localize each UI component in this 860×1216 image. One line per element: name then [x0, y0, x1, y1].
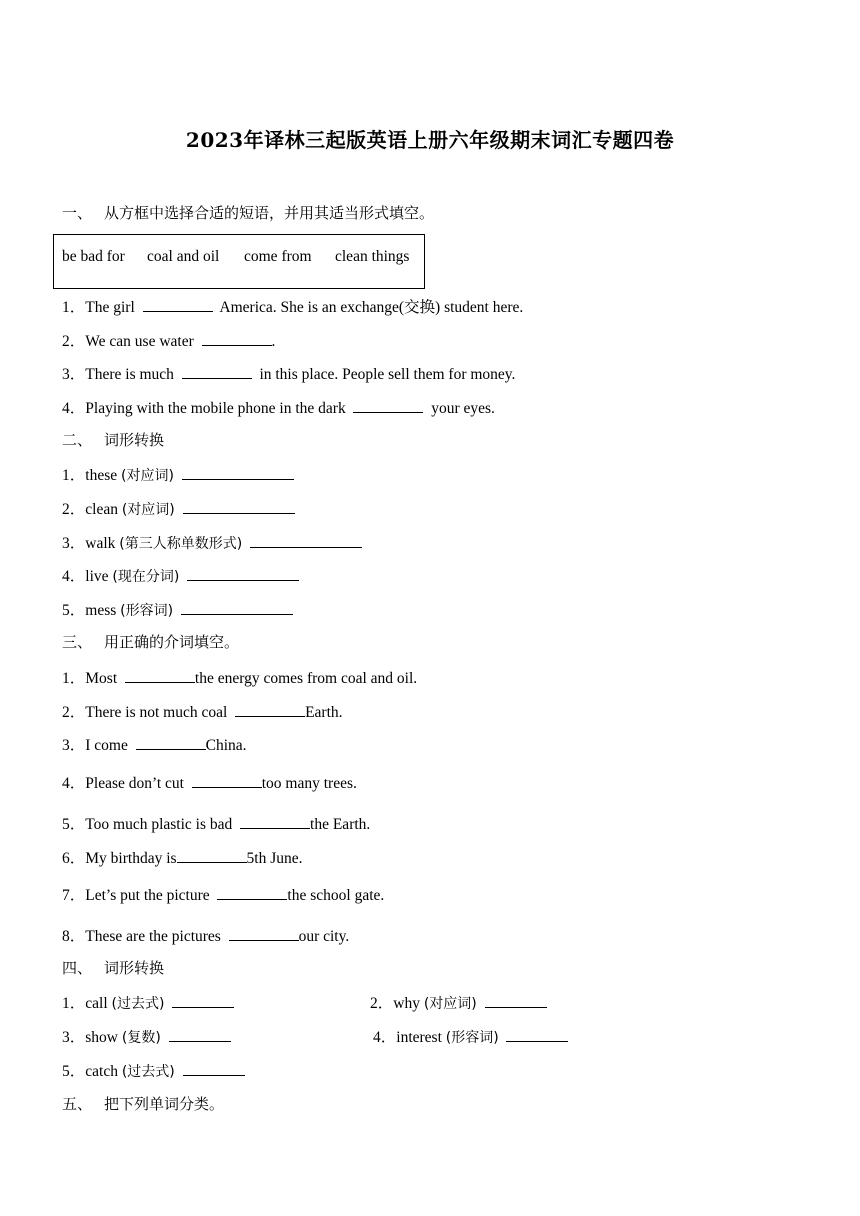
question-item — [62, 396, 495, 418]
answer-blank[interactable] — [235, 702, 305, 717]
section-heading-5 — [62, 1093, 224, 1114]
word: walk — [85, 535, 116, 552]
question-text: Most — [85, 670, 118, 687]
answer-blank[interactable] — [192, 773, 262, 788]
question-number: 2． — [370, 995, 394, 1012]
question-text: There is much — [85, 366, 174, 383]
question-number: 5． — [62, 602, 86, 619]
word: live — [85, 568, 109, 585]
question-item — [62, 1025, 231, 1047]
question-text: My birthday is — [85, 850, 177, 867]
question-text: Please don’t cut — [85, 775, 184, 792]
word-hint: (现在分词) — [112, 569, 180, 585]
section-heading-2 — [62, 429, 164, 450]
answer-blank[interactable] — [172, 993, 234, 1008]
question-text: too many trees. — [261, 775, 357, 792]
question-text: China. — [205, 737, 247, 754]
question-text: We can use water — [85, 333, 194, 350]
phrase-option: clean things — [335, 248, 410, 265]
word-hint: (复数) — [121, 1030, 161, 1046]
question-number: 3． — [62, 535, 86, 552]
word-hint: (对应词) — [121, 502, 175, 518]
answer-blank[interactable] — [229, 926, 299, 941]
question-item — [62, 598, 293, 620]
answer-blank[interactable] — [183, 1061, 245, 1076]
page-title: 2023年译林三起版英语上册六年级期末词汇专题四卷 — [185, 128, 675, 152]
question-item — [62, 497, 295, 519]
question-item — [62, 531, 362, 553]
answer-blank[interactable] — [181, 600, 293, 615]
word: interest — [396, 1029, 442, 1046]
word: catch — [85, 1063, 118, 1080]
question-number: 4． — [62, 400, 86, 417]
question-item — [62, 771, 357, 793]
question-item — [373, 1025, 568, 1047]
question-item — [62, 362, 515, 384]
word-hint: (过去式) — [111, 996, 165, 1012]
question-number: 4． — [62, 775, 86, 792]
section-heading-3 — [62, 631, 239, 652]
question-text: These are the pictures — [85, 928, 221, 945]
section-instruction: 词形转换 — [104, 959, 165, 977]
question-text: Earth. — [305, 704, 343, 721]
section-instruction: 从方框中选择合适的短语，并用其适当形式填空。 — [104, 204, 435, 222]
question-text: Too much plastic is bad — [85, 816, 233, 833]
answer-blank[interactable] — [202, 331, 272, 346]
answer-blank[interactable] — [177, 848, 247, 863]
word: mess — [85, 602, 117, 619]
question-number: 8． — [62, 928, 86, 945]
word: why — [393, 995, 420, 1012]
question-text: your eyes. — [431, 400, 495, 417]
answer-blank[interactable] — [182, 364, 252, 379]
question-number: 3． — [62, 1029, 86, 1046]
question-number: 7． — [62, 887, 86, 904]
answer-blank[interactable] — [187, 566, 299, 581]
question-text: There is not much coal — [85, 704, 228, 721]
question-number: 6． — [62, 850, 86, 867]
question-text: I come — [85, 737, 128, 754]
question-text: in this place. People sell them for money. — [259, 366, 516, 383]
question-text: The girl — [85, 299, 135, 316]
word-hint: (第三人称单数形式) — [119, 536, 243, 552]
question-number: 1． — [62, 995, 86, 1012]
question-text: the school gate. — [287, 887, 385, 904]
answer-blank[interactable] — [143, 297, 213, 312]
question-number: 1． — [62, 299, 86, 316]
section-number: 四、 — [62, 959, 93, 977]
question-number: 3． — [62, 366, 86, 383]
question-text: Playing with the mobile phone in the dark — [85, 400, 346, 417]
question-item — [62, 991, 234, 1013]
question-item — [62, 846, 303, 868]
answer-blank[interactable] — [485, 993, 547, 1008]
section-instruction: 词形转换 — [104, 431, 165, 449]
section-number: 一、 — [62, 204, 93, 222]
word: call — [85, 995, 108, 1012]
section-heading-1 — [62, 202, 434, 223]
word: clean — [85, 501, 118, 518]
question-number: 4． — [373, 1029, 397, 1046]
question-item — [62, 564, 299, 586]
question-item — [62, 700, 343, 722]
word-hint: (过去式) — [121, 1064, 175, 1080]
question-number: 1． — [62, 467, 86, 484]
section-instruction: 用正确的介词填空。 — [104, 633, 240, 651]
question-item — [62, 666, 417, 688]
word-hint: (对应词) — [423, 996, 477, 1012]
answer-blank[interactable] — [240, 814, 310, 829]
word: show — [85, 1029, 118, 1046]
question-item — [62, 329, 275, 351]
question-text: our city. — [298, 928, 350, 945]
phrase-option: be bad for — [62, 248, 125, 265]
question-item — [62, 883, 384, 905]
question-item — [62, 812, 370, 834]
answer-blank[interactable] — [125, 668, 195, 683]
phrase-box — [53, 234, 425, 289]
word: these — [85, 467, 118, 484]
question-item — [62, 463, 294, 485]
question-text: the Earth. — [310, 816, 371, 833]
answer-blank[interactable] — [217, 885, 287, 900]
question-number: 2． — [62, 704, 86, 721]
answer-blank[interactable] — [169, 1027, 231, 1042]
section-number: 三、 — [62, 633, 93, 651]
question-number: 3． — [62, 737, 86, 754]
question-item — [62, 733, 247, 755]
question-text: 5th June. — [246, 850, 303, 867]
question-text: . — [271, 333, 276, 350]
question-text: the energy comes from coal and oil. — [194, 670, 418, 687]
section-instruction: 把下列单词分类。 — [104, 1095, 225, 1113]
word-hint: (形容词) — [120, 603, 174, 619]
question-number: 5． — [62, 816, 86, 833]
section-number: 二、 — [62, 431, 93, 449]
question-number: 5． — [62, 1063, 86, 1080]
answer-blank[interactable] — [183, 499, 295, 514]
question-text: America. She is an exchange(交换) student here. — [219, 299, 524, 316]
phrase-option: coal and oil — [147, 248, 220, 265]
question-item — [62, 1059, 245, 1081]
question-number: 2． — [62, 501, 86, 518]
word-hint: (对应词) — [121, 468, 174, 484]
section-number: 五、 — [62, 1095, 93, 1113]
question-item — [62, 295, 523, 317]
answer-blank[interactable] — [182, 465, 294, 480]
question-number: 4． — [62, 568, 86, 585]
question-text: Let’s put the picture — [85, 887, 210, 904]
question-number: 1． — [62, 670, 86, 687]
phrase-option: come from — [244, 248, 312, 265]
answer-blank[interactable] — [136, 735, 206, 750]
word-hint: (形容词) — [445, 1030, 499, 1046]
answer-blank[interactable] — [353, 398, 423, 413]
question-number: 2． — [62, 333, 86, 350]
question-item — [62, 924, 349, 946]
section-heading-4 — [62, 957, 164, 978]
question-item — [370, 991, 547, 1013]
answer-blank[interactable] — [506, 1027, 568, 1042]
answer-blank[interactable] — [250, 533, 362, 548]
